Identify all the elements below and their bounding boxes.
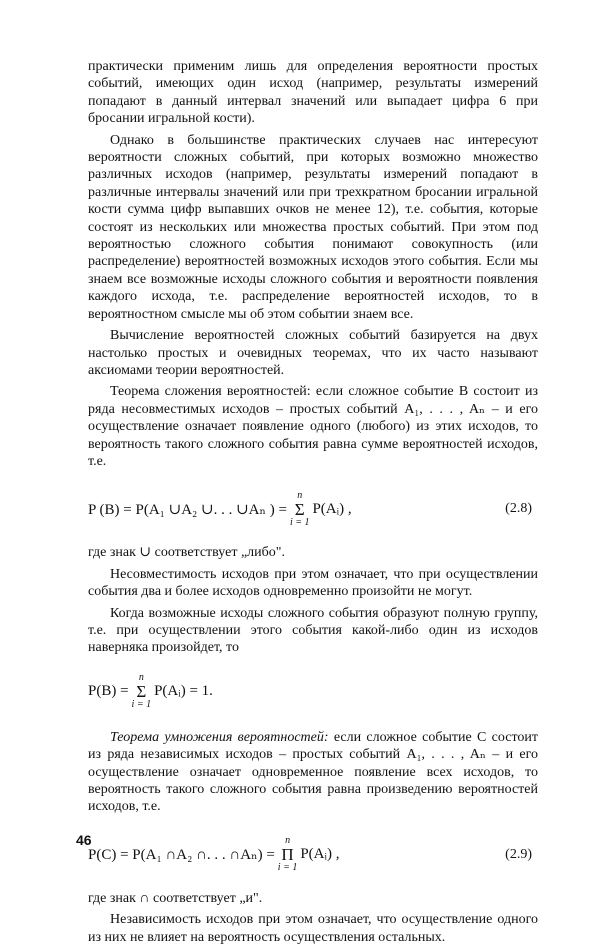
- theorem-body: если сложное событие C состоит из ряда независимых исходов – простых событий A₁, . . . , Aₙ – и его осуществление означает одновременное появление всех исходов, то вероятность такого сложного события равна произведению вероятностей исходов, т.е.: [88, 729, 538, 815]
- formula-2-9-lhs: P(C) = P(A₁ ∩A₂ ∩. . . ∩Aₙ) =: [88, 847, 275, 864]
- sum-upper-limit: n: [297, 489, 303, 501]
- sum-symbol: Σ: [294, 499, 305, 519]
- paragraph-4-addition-theorem: Теорема сложения вероятностей: если сложное событие B состоит из ряда несовместимых исходов – простых событий A₁, . . . , Aₙ – и его осуществление означает появление одного (любого) из этих исходов, то вероятность такого сложного события равна сумме вероятностей исходов, т.е.: [88, 384, 538, 469]
- product-symbol: Π: [281, 845, 294, 865]
- theorem-title: Теорема умножения вероятностей:: [110, 729, 329, 745]
- paragraph-2: Однако в большинстве практических случаев нас интересуют вероятности сложных событий, при которых возможно множество различных исходов (например, результаты измерений попадают в различные интервалы значений или при трехкратном бросании игральной кости сумма цифр выпавших очков не менее 12), т.е. события, которые состоят из нескольких или множества простых событий. При этом под вероятностью сложного события понимают совокупность (или распределение) вероятностей возможных исходов этого события. Если мы знаем все возможные исходы сложного события и вероятности появления каждого исхода, т.е. распределение вероятностей исходов, то в вероятностном смысле мы об этом событии знаем все.: [88, 132, 538, 322]
- equation-number-2-9: (2.9): [505, 846, 532, 862]
- sum-operator-2: [132, 673, 152, 710]
- product-operator: [278, 836, 298, 873]
- formula-full-group-rhs: P(Aᵢ) = 1.: [154, 683, 213, 700]
- paragraph-7: Когда возможные исходы сложного события образуют полную группу, т.е. при осуществлении этого события какой-либо один из исходов наверняка произойдет, то: [88, 605, 538, 656]
- formula-2-9: [88, 826, 538, 884]
- formula-2-9-rhs: P(Aᵢ) ,: [300, 846, 340, 863]
- product-upper-limit: n: [285, 835, 291, 847]
- paragraph-1: практически применим лишь для определения вероятности простых событий, имеющих один исход (например, результаты измерений попадают в данный интервал значений или выпадает цифра 6 при бросании игральной кости).: [88, 59, 538, 127]
- paragraph-5: где знак ∪ соответствует „либо".: [88, 545, 285, 561]
- formula-full-group: [88, 665, 538, 719]
- formula-2-8-lhs: P (B) = P(A₁ ∪A₂ ∪. . . ∪Aₙ ) =: [88, 501, 287, 518]
- paragraph-9: где знак ∩ соответствует „и".: [88, 890, 263, 906]
- sum-symbol-2: Σ: [136, 682, 147, 702]
- sum-operator: [290, 491, 310, 528]
- equation-number-2-8: (2.8): [505, 501, 532, 517]
- sum-lower-limit: i = 1: [289, 516, 310, 528]
- paragraph-8-multiplication-theorem: [88, 729, 538, 816]
- paragraph-6: Несовместимость исходов при этом означает, что при осуществлении события два и более исходов одновременно произойти не могут.: [88, 566, 538, 600]
- sum-upper-limit-2: n: [138, 672, 144, 684]
- sum-lower-limit-2: i = 1: [131, 699, 152, 711]
- formula-2-8: [88, 480, 538, 538]
- formula-2-8-rhs: P(Aᵢ) ,: [312, 500, 352, 517]
- page-number: 46: [76, 832, 92, 848]
- paragraph-10: Независимость исходов при этом означает, что осуществление одного из них не влияет на вероятность осуществления остальных.: [88, 912, 538, 945]
- formula-full-group-lhs: P(B) =: [88, 683, 129, 700]
- paragraph-3: Вычисление вероятностей сложных событий базируется на двух настолько простых и очевидных теоремах, что их часто называют аксиомами теории вероятностей.: [88, 328, 538, 378]
- product-lower-limit: i = 1: [277, 862, 298, 874]
